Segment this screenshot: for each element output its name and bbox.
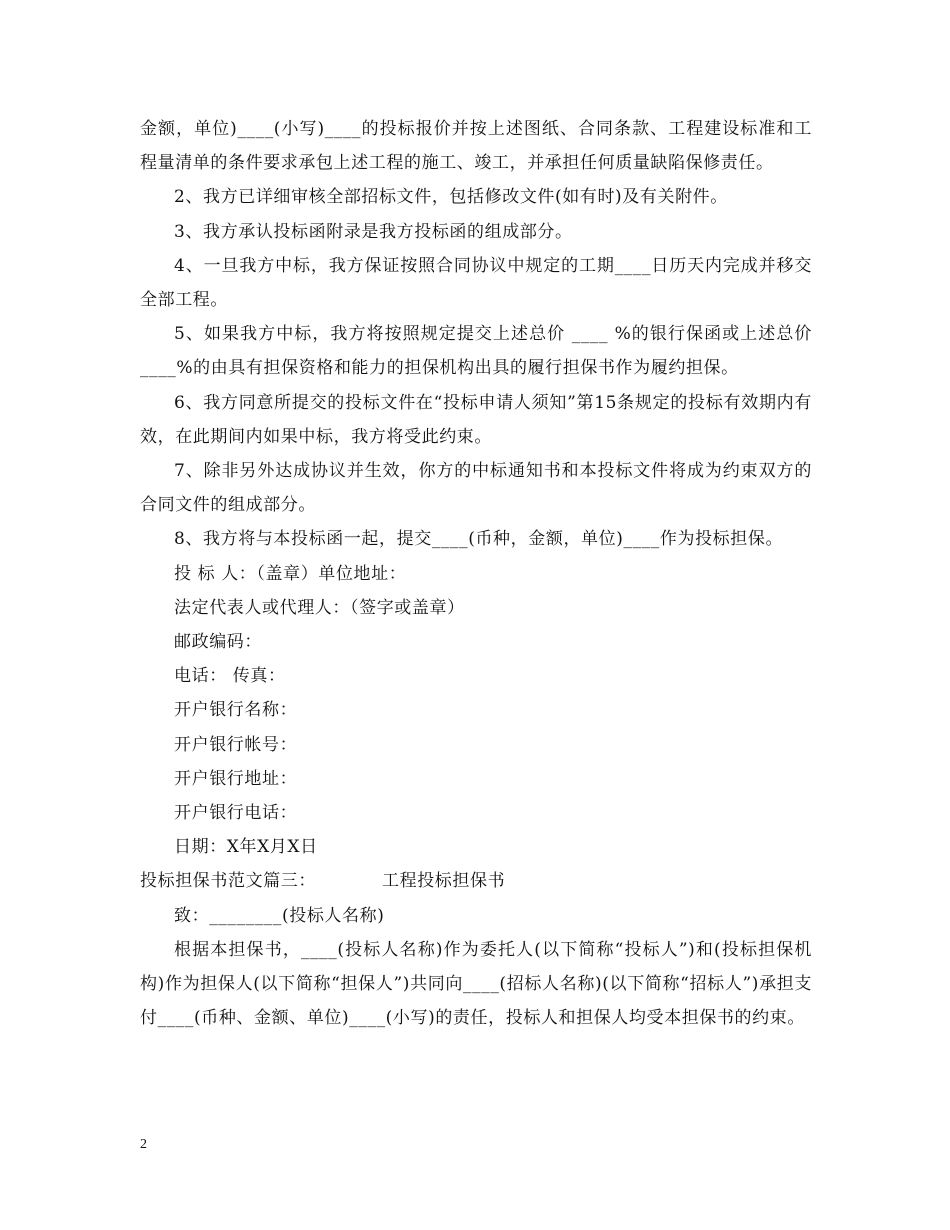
paragraph-item-3: 3、我方承认投标函附录是我方投标函的组成部分。 bbox=[174, 221, 573, 242]
paragraph-continuation: 金额，单位)____(小写)____的投标报价并按上述图纸、合同条款、工程建设标准和工程量清单的条件要求承包上述工程的施工、竣工，并承担任何质量缺陷保修责任。 bbox=[140, 119, 812, 174]
page-number: 2 bbox=[140, 1137, 147, 1152]
salutation-line: 致：________(投标人名称) bbox=[174, 905, 385, 926]
signature-date-line: 日期：X年X月X日 bbox=[174, 837, 318, 858]
document-body bbox=[140, 112, 812, 1035]
paragraph-item-4: 4、一旦我方中标，我方保证按照合同协议中规定的工期____日历天内完成并移交全部工程。 bbox=[140, 255, 812, 311]
signature-postcode-line: 邮政编码： bbox=[174, 632, 262, 653]
signature-bidder-line: 投 标 人：（盖章）单位地址： bbox=[174, 563, 407, 584]
guarantee-paragraph: 根据本担保书，____(投标人名称)作为委托人(以下简称“投标人”)和(投标担保机构)作为担保人(以下简称“担保人”)共同向____(招标人名称)(以下简称“招标人”)承担支付____(币种、金额、单位)____(小写)的责任，投标人和担保人均受本担保书的约束。 bbox=[140, 939, 812, 1029]
paragraph-item-6: 6、我方同意所提交的投标文件在“投标申请人须知”第15条规定的投标有效期内有效，在此期间内如果中标，我方将受此约束。 bbox=[140, 392, 812, 447]
signature-phone-fax-line: 电话： 传真： bbox=[174, 666, 286, 687]
signature-bank-name-line: 开户银行名称： bbox=[174, 700, 298, 721]
paragraph-item-2: 2、我方已详细审核全部招标文件，包括修改文件(如有时)及有关附件。 bbox=[174, 187, 728, 208]
signature-representative-line: 法定代表人或代理人：（签字或盖章） bbox=[174, 597, 465, 618]
paragraph-item-8: 8、我方将与本投标函一起，提交____(币种，金额，单位)____作为投标担保。 bbox=[174, 529, 784, 550]
section-heading bbox=[140, 864, 812, 898]
paragraph-item-5: 5、如果我方中标，我方将按照规定提交上述总价 ____ %的银行保函或上述总价____%的由具有担保资格和能力的担保机构出具的履行担保书作为履约担保。 bbox=[140, 324, 812, 379]
signature-bank-address-line: 开户银行地址： bbox=[174, 768, 298, 789]
section-heading-title: 工程投标担保书 bbox=[382, 871, 506, 892]
paragraph-item-7: 7、除非另外达成协议并生效，你方的中标通知书和本投标文件将成为约束双方的合同文件的组成部分。 bbox=[140, 461, 812, 516]
section-heading-label: 投标担保书范文篇三： bbox=[140, 871, 316, 892]
signature-bank-phone-line: 开户银行电话： bbox=[174, 803, 298, 824]
signature-bank-account-line: 开户银行帐号： bbox=[174, 734, 298, 755]
